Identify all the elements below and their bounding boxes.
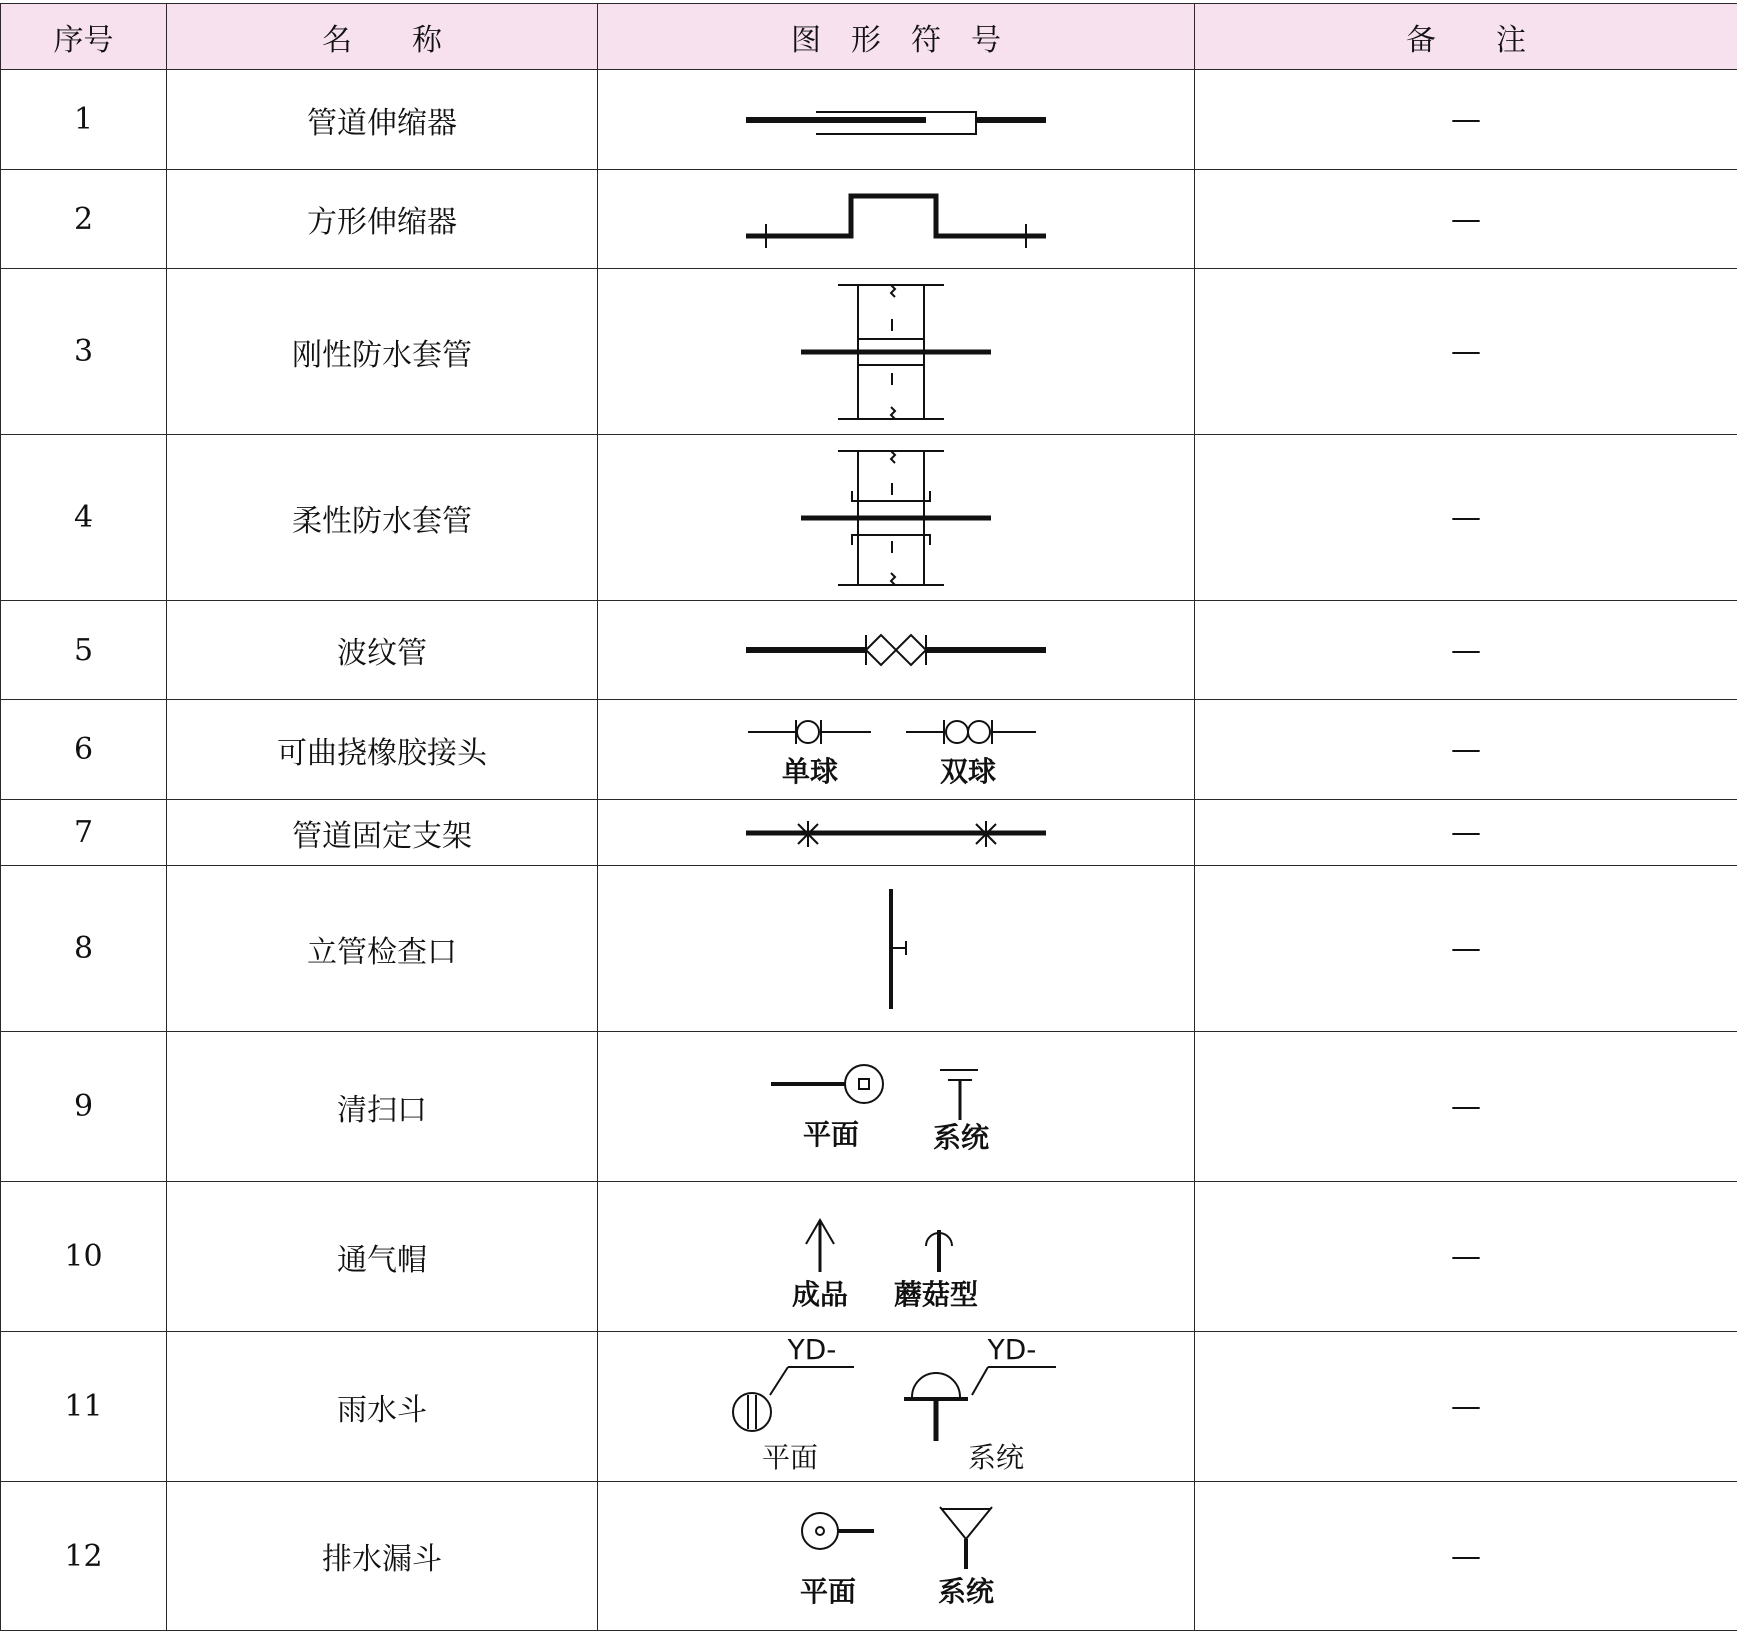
symbol-cell — [598, 866, 1195, 1032]
row-name: 雨水斗 — [167, 1332, 598, 1482]
row-index: 5 — [1, 601, 167, 700]
table-row — [1, 435, 1737, 601]
label-finished: 成品 — [792, 1278, 848, 1311]
row-index: 12 — [1, 1482, 167, 1631]
symbol-cell — [598, 700, 1195, 800]
row-note: — — [1195, 1182, 1737, 1332]
row-note: — — [1195, 1032, 1737, 1182]
symbol-cell — [598, 70, 1195, 170]
table-row — [1, 269, 1737, 435]
label-double-ball: 双球 — [940, 755, 996, 788]
riser-inspection-port-icon — [866, 884, 926, 1014]
label-system: 系统 — [933, 1121, 989, 1154]
row-name: 管道伸缩器 — [167, 70, 598, 170]
table-row — [1, 170, 1737, 269]
symbol-cell — [598, 601, 1195, 700]
fixed-support-icon — [736, 813, 1056, 853]
label-single-ball: 单球 — [782, 755, 838, 788]
row-name: 清扫口 — [167, 1032, 598, 1182]
table-row — [1, 700, 1737, 800]
tag-plan: YD- — [787, 1333, 837, 1366]
symbol-cell — [598, 800, 1195, 866]
symbol-cell — [598, 435, 1195, 601]
row-name: 管道固定支架 — [167, 800, 598, 866]
table-row — [1, 1482, 1737, 1631]
row-name: 刚性防水套管 — [167, 269, 598, 435]
header-symbol: 图 形 符 号 — [598, 4, 1195, 70]
row-note: — — [1195, 700, 1737, 800]
pipe-expansion-joint-icon — [736, 90, 1056, 150]
row-note: — — [1195, 170, 1737, 269]
cleanout-icon — [736, 1052, 1056, 1162]
row-name: 波纹管 — [167, 601, 598, 700]
row-index: 9 — [1, 1032, 167, 1182]
row-index: 11 — [1, 1332, 167, 1482]
row-name: 立管检查口 — [167, 866, 598, 1032]
row-name: 可曲挠橡胶接头 — [167, 700, 598, 800]
flexible-waterproof-sleeve-icon — [796, 443, 996, 593]
row-index: 10 — [1, 1182, 167, 1332]
label-mushroom: 蘑菇型 — [894, 1278, 978, 1311]
rain-hopper-icon — [726, 1337, 1066, 1477]
row-note: — — [1195, 70, 1737, 170]
row-name: 柔性防水套管 — [167, 435, 598, 601]
row-index: 7 — [1, 800, 167, 866]
square-expansion-joint-icon — [736, 184, 1056, 254]
table-row — [1, 1332, 1737, 1482]
table-row — [1, 800, 1737, 866]
row-note: — — [1195, 269, 1737, 435]
row-note: — — [1195, 800, 1737, 866]
vent-cap-icon — [736, 1202, 1056, 1312]
drain-funnel-icon — [736, 1501, 1056, 1611]
header-index: 序号 — [1, 4, 167, 70]
bellows-icon — [736, 625, 1056, 675]
tag-system: YD- — [987, 1333, 1037, 1366]
label-system: 系统 — [938, 1575, 994, 1608]
symbol-cell — [598, 1332, 1195, 1482]
row-index: 1 — [1, 70, 167, 170]
row-index: 6 — [1, 700, 167, 800]
row-note: — — [1195, 601, 1737, 700]
table-row — [1, 1182, 1737, 1332]
row-name: 排水漏斗 — [167, 1482, 598, 1631]
table-row — [1, 601, 1737, 700]
row-index: 8 — [1, 866, 167, 1032]
row-index: 4 — [1, 435, 167, 601]
header-name: 名 称 — [167, 4, 598, 70]
symbol-table — [0, 3, 1737, 1631]
row-index: 2 — [1, 170, 167, 269]
label-plan: 平面 — [803, 1118, 859, 1151]
row-note: — — [1195, 1332, 1737, 1482]
row-name: 方形伸缩器 — [167, 170, 598, 269]
row-note: — — [1195, 866, 1737, 1032]
row-name: 通气帽 — [167, 1182, 598, 1332]
rigid-waterproof-sleeve-icon — [796, 277, 996, 427]
table-row — [1, 866, 1737, 1032]
symbol-cell — [598, 269, 1195, 435]
symbol-cell — [598, 1032, 1195, 1182]
header-note: 备 注 — [1195, 4, 1737, 70]
row-note: — — [1195, 1482, 1737, 1631]
symbol-cell — [598, 1182, 1195, 1332]
table-row — [1, 1032, 1737, 1182]
label-system: 系统 — [968, 1441, 1024, 1474]
rubber-joint-icon — [736, 704, 1056, 796]
header-row — [1, 4, 1737, 70]
symbol-cell — [598, 1482, 1195, 1631]
label-plan: 平面 — [762, 1441, 818, 1474]
row-note: — — [1195, 435, 1737, 601]
label-plan: 平面 — [800, 1575, 856, 1608]
row-index: 3 — [1, 269, 167, 435]
symbol-cell — [598, 170, 1195, 269]
table-row — [1, 70, 1737, 170]
